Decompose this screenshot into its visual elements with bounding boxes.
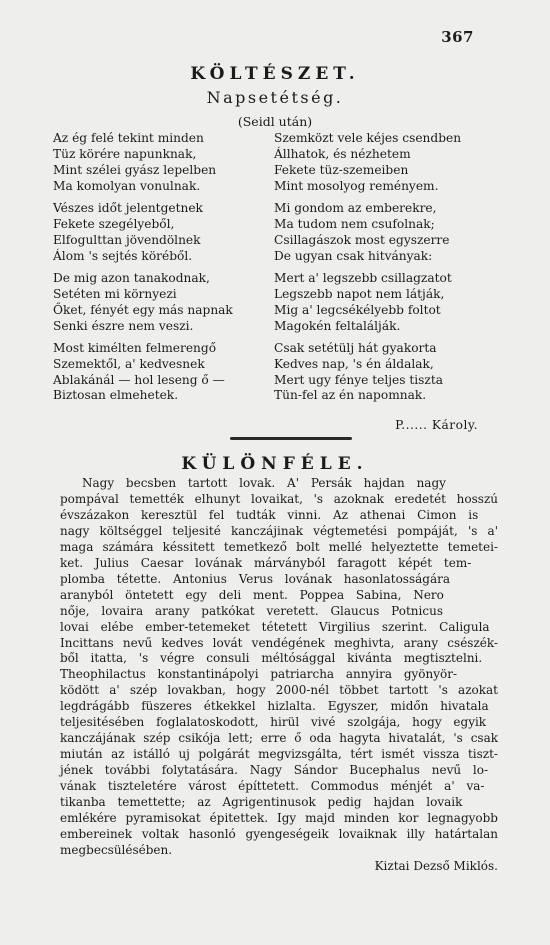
poem-line: Kedves nap, 's én áldalak, xyxy=(274,356,434,371)
section-heading-miscellany: KÜLÖNFÉLE. xyxy=(181,454,369,474)
poem-stanza xyxy=(274,201,494,265)
poem-signature: P...... Károly. xyxy=(395,418,478,432)
poem-title: Napsetétség. xyxy=(206,88,344,107)
poem-line: De ugyan csak hitványak: xyxy=(274,248,433,263)
article-line: embereinek voltak hasonló gyengeségeik lovaiknak illy határtalan xyxy=(60,826,498,841)
article-line: maga számára késsitett temetkező bolt mellé helyeztette temetei- xyxy=(60,539,498,554)
poem-line: Ma tudom nem csufolnak; xyxy=(274,216,435,231)
article-line: tikanba temettette; az Agrigentinusok pedig hajdan lovaik xyxy=(60,795,463,810)
poem-line: Tüz körére napunknak, xyxy=(53,146,197,161)
poem-line: Állhatok, és nézhetem xyxy=(274,146,411,161)
article-line: emlékére pyramisokat épitettek. Igy majd minden kor legnagyobb xyxy=(60,811,498,826)
poem-line: Magokén feltalálják. xyxy=(274,318,401,333)
poem-credit: (Seidl után) xyxy=(237,114,313,129)
section-divider xyxy=(230,437,352,440)
poem-line: Legszebb napot nem látják, xyxy=(274,286,445,301)
article-line: pompával temették elhunyt lovaikat, 's azoknak eredetét hosszú xyxy=(60,491,498,506)
article-line: nagy költséggel teljesité kanczájinak végtemetési pompáját, 's a' xyxy=(60,523,498,538)
poem-line: Senki észre nem veszi. xyxy=(53,318,194,333)
article-line: nője, lovaira arany patkókat veretett. Glaucus Potnicus xyxy=(60,603,443,618)
article-line: évszázakon keresztül fel tudták vinni. Az athenai Cimon is xyxy=(60,507,479,522)
poem-line: Fekete tüz-szemeiben xyxy=(274,162,409,177)
poem-line: Most kimélten felmerengő xyxy=(53,340,217,355)
article-line: ből itatta, 's végre consuli méltósággal kivánta megtisztelni. xyxy=(60,651,483,666)
article-body xyxy=(60,476,498,875)
article-line: jének további folytatására. Nagy Sándor Bucephalus nevű lo- xyxy=(60,763,489,778)
poem-line: Csak setétülj hát gyakorta xyxy=(274,340,437,355)
poem-line: Mert ugy fénye teljes tiszta xyxy=(274,372,444,387)
poem-stanza xyxy=(53,131,268,195)
article-line: ket. Julius Caesar lovának márványból faragott képét tem- xyxy=(60,555,472,570)
poem-line: Csillagászok most egyszerre xyxy=(274,232,450,247)
article-line: teljesitésében foglalatoskodott, hirül vivé szolgája, hogy egyik xyxy=(60,715,487,730)
poem-line: Mint szélei gyász lepelben xyxy=(53,162,217,177)
article-line: kanczájának szép csikója lett; erre ő oda hagyta hivatalát, 's csak xyxy=(60,731,498,746)
article-line: Theophilactus konstantinápolyi patriarcha annyira gyönyör- xyxy=(60,667,458,682)
poem-stanza xyxy=(274,341,494,405)
article-line: Nagy becsben tartott lovak. A' Persák hajdan nagy xyxy=(82,476,446,490)
article-line: plomba tétette. Antonius Verus lovának hasonlatosságára xyxy=(60,571,451,586)
article-author: Kiztai Dezső Miklós. xyxy=(374,858,498,873)
poem-line: Mint mosolyog reményem. xyxy=(274,178,439,193)
article-line: lovai elébe ember-tetemeket tétetett Virgilius szerint. Caligula xyxy=(60,619,490,634)
poem-line: Biztosan elmehetek. xyxy=(53,388,179,403)
article-line: megbecsülésében. xyxy=(60,842,173,857)
section-heading-poetry: KÖLTÉSZET. xyxy=(190,64,360,84)
article-line: Incittans nevű kedves lovát vendégének meghivta, arany csészék- xyxy=(60,635,498,650)
poem-line: Az ég felé tekint minden xyxy=(53,131,204,145)
poem-line: Setéten mi környezi xyxy=(53,286,177,301)
poem-line: Vészes időt jelentgetnek xyxy=(53,200,203,215)
poem-line: Szemközt vele kéjes csendben xyxy=(274,131,462,145)
poem-line: Mig a' legcsékélyebb foltot xyxy=(274,302,441,317)
poem-line: Szemektől, a' kedvesnek xyxy=(53,356,205,371)
poem-line: Mert a' legszebb csillagzatot xyxy=(274,270,452,285)
poem-column-left xyxy=(53,131,268,411)
article-line: vának tiszteletére várost építtetett. Commodus ménjét a' va- xyxy=(60,779,485,794)
poem-line: Fekete szegélyeből, xyxy=(53,216,175,231)
poem-line: De mig azon tanakodnak, xyxy=(53,270,210,285)
poem-stanza xyxy=(274,131,494,195)
poem-line: Tün-fel az én napomnak. xyxy=(274,388,427,403)
article-line: miután az istálló uj polgárát megvizsgálta, tért ismét vissza tiszt- xyxy=(60,747,498,762)
poem-line: Mi gondom az emberekre, xyxy=(274,200,437,215)
poem-line: Ablakánál — hol leseng ő — xyxy=(53,372,225,387)
poem-stanza xyxy=(53,341,268,405)
poem-stanza xyxy=(53,201,268,265)
poem-line: Ma komolyan vonulnak. xyxy=(53,178,201,193)
poem-column-right xyxy=(274,131,494,411)
poem-line: Elfogulttan jövendölnek xyxy=(53,232,201,247)
article-line: aranyból öntetett egy deli ment. Poppea Sabina, Nero xyxy=(60,587,444,602)
article-line: ködött a' szép lovakban, hogy 2000-nél többet tartott 's azokat xyxy=(60,683,498,698)
poem-line: Álom 's sejtés köréből. xyxy=(53,248,193,263)
page-number: 367 xyxy=(441,28,474,46)
article-line: legdrágább füszeres étkekkel hizlalta. Egyszer, midőn hivatala xyxy=(60,699,489,714)
poem-stanza xyxy=(53,271,268,335)
poem-stanza xyxy=(274,271,494,335)
poem-line: Őket, fényét egy más napnak xyxy=(53,302,233,317)
